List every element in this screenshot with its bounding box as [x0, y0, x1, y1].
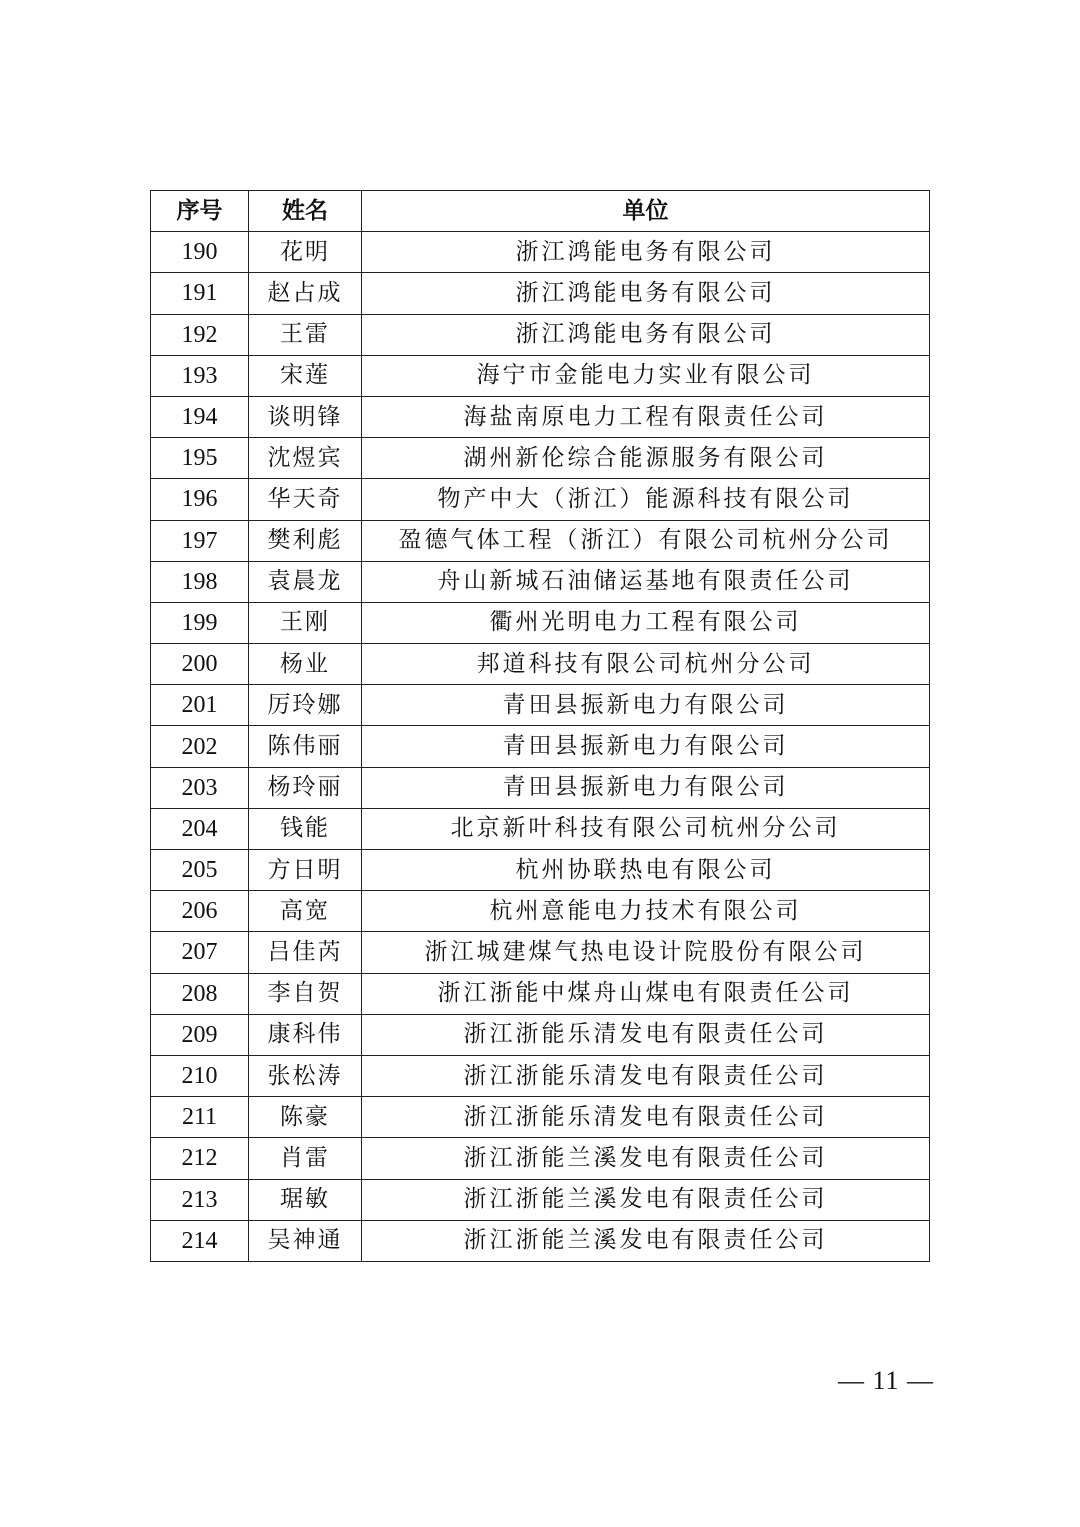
serial-number-cell: 197: [151, 520, 249, 561]
name-cell: 李自贺: [249, 973, 362, 1014]
unit-cell: 浙江浙能乐清发电有限责任公司: [362, 1014, 930, 1055]
serial-number-cell: 209: [151, 1014, 249, 1055]
table-row: [151, 355, 930, 396]
header-row: [151, 191, 930, 232]
serial-number-cell: 195: [151, 438, 249, 479]
unit-cell: 杭州意能电力技术有限公司: [362, 891, 930, 932]
serial-number-cell: 212: [151, 1138, 249, 1179]
serial-number-cell: 190: [151, 232, 249, 273]
table-row: [151, 1014, 930, 1055]
table-row: [151, 808, 930, 849]
table-row: [151, 479, 930, 520]
unit-cell: 舟山新城石油储运基地有限责任公司: [362, 561, 930, 602]
unit-cell: 浙江浙能乐清发电有限责任公司: [362, 1097, 930, 1138]
name-cell: 沈煜宾: [249, 438, 362, 479]
name-cell: 宋莲: [249, 355, 362, 396]
name-cell: 吴神通: [249, 1220, 362, 1261]
table-row: [151, 232, 930, 273]
name-cell: 方日明: [249, 850, 362, 891]
unit-cell: 北京新叶科技有限公司杭州分公司: [362, 808, 930, 849]
name-cell: 吕佳芮: [249, 932, 362, 973]
unit-cell: 浙江浙能兰溪发电有限责任公司: [362, 1220, 930, 1261]
name-cell: 张松涛: [249, 1055, 362, 1096]
unit-cell: 浙江浙能兰溪发电有限责任公司: [362, 1138, 930, 1179]
serial-number-cell: 194: [151, 396, 249, 437]
table-row: [151, 1179, 930, 1220]
serial-number-cell: 205: [151, 850, 249, 891]
table-row: [151, 396, 930, 437]
unit-cell: 青田县振新电力有限公司: [362, 685, 930, 726]
serial-number-cell: 214: [151, 1220, 249, 1261]
table-row: [151, 438, 930, 479]
header-name: 姓名: [249, 191, 362, 232]
table-row: [151, 767, 930, 808]
table-row: [151, 1055, 930, 1096]
unit-cell: 浙江鸿能电务有限公司: [362, 232, 930, 273]
table-row: [151, 850, 930, 891]
page-number: — 11 —: [838, 1366, 935, 1395]
table-header: [151, 191, 930, 232]
table-row: [151, 1097, 930, 1138]
name-cell: 陈豪: [249, 1097, 362, 1138]
unit-cell: 浙江鸿能电务有限公司: [362, 314, 930, 355]
serial-number-cell: 201: [151, 685, 249, 726]
name-cell: 康科伟: [249, 1014, 362, 1055]
table-row: [151, 644, 930, 685]
serial-number-cell: 208: [151, 973, 249, 1014]
name-cell: 陈伟丽: [249, 726, 362, 767]
serial-number-cell: 213: [151, 1179, 249, 1220]
unit-cell: 海盐南原电力工程有限责任公司: [362, 396, 930, 437]
name-cell: 袁晨龙: [249, 561, 362, 602]
name-cell: 杨业: [249, 644, 362, 685]
table-row: [151, 1138, 930, 1179]
table-row: [151, 273, 930, 314]
table-row: [151, 520, 930, 561]
roster-table: [150, 190, 930, 1262]
serial-number-cell: 210: [151, 1055, 249, 1096]
name-cell: 谈明锋: [249, 396, 362, 437]
unit-cell: 浙江城建煤气热电设计院股份有限公司: [362, 932, 930, 973]
serial-number-cell: 202: [151, 726, 249, 767]
unit-cell: 浙江浙能兰溪发电有限责任公司: [362, 1179, 930, 1220]
serial-number-cell: 203: [151, 767, 249, 808]
header-unit: 单位: [362, 191, 930, 232]
name-cell: 赵占成: [249, 273, 362, 314]
name-cell: 杨玲丽: [249, 767, 362, 808]
unit-cell: 青田县振新电力有限公司: [362, 767, 930, 808]
unit-cell: 盈德气体工程（浙江）有限公司杭州分公司: [362, 520, 930, 561]
serial-number-cell: 199: [151, 602, 249, 643]
name-cell: 钱能: [249, 808, 362, 849]
serial-number-cell: 206: [151, 891, 249, 932]
name-cell: 高宽: [249, 891, 362, 932]
unit-cell: 青田县振新电力有限公司: [362, 726, 930, 767]
table-row: [151, 973, 930, 1014]
unit-cell: 物产中大（浙江）能源科技有限公司: [362, 479, 930, 520]
name-cell: 王雷: [249, 314, 362, 355]
unit-cell: 浙江鸿能电务有限公司: [362, 273, 930, 314]
table-row: [151, 602, 930, 643]
table-row: [151, 932, 930, 973]
name-cell: 琚敏: [249, 1179, 362, 1220]
table-row: [151, 314, 930, 355]
serial-number-cell: 198: [151, 561, 249, 602]
name-cell: 樊利彪: [249, 520, 362, 561]
unit-cell: 湖州新伦综合能源服务有限公司: [362, 438, 930, 479]
table-row: [151, 561, 930, 602]
unit-cell: 浙江浙能中煤舟山煤电有限责任公司: [362, 973, 930, 1014]
name-cell: 华天奇: [249, 479, 362, 520]
unit-cell: 浙江浙能乐清发电有限责任公司: [362, 1055, 930, 1096]
unit-cell: 海宁市金能电力实业有限公司: [362, 355, 930, 396]
serial-number-cell: 192: [151, 314, 249, 355]
table-row: [151, 726, 930, 767]
header-serial-number: 序号: [151, 191, 249, 232]
table-row: [151, 1220, 930, 1261]
serial-number-cell: 200: [151, 644, 249, 685]
name-cell: 花明: [249, 232, 362, 273]
table-body: [151, 232, 930, 1262]
serial-number-cell: 191: [151, 273, 249, 314]
name-cell: 肖雷: [249, 1138, 362, 1179]
name-cell: 厉玲娜: [249, 685, 362, 726]
unit-cell: 衢州光明电力工程有限公司: [362, 602, 930, 643]
serial-number-cell: 193: [151, 355, 249, 396]
name-cell: 王刚: [249, 602, 362, 643]
unit-cell: 杭州协联热电有限公司: [362, 850, 930, 891]
serial-number-cell: 204: [151, 808, 249, 849]
serial-number-cell: 211: [151, 1097, 249, 1138]
serial-number-cell: 207: [151, 932, 249, 973]
table-row: [151, 685, 930, 726]
unit-cell: 邦道科技有限公司杭州分公司: [362, 644, 930, 685]
table-row: [151, 891, 930, 932]
serial-number-cell: 196: [151, 479, 249, 520]
